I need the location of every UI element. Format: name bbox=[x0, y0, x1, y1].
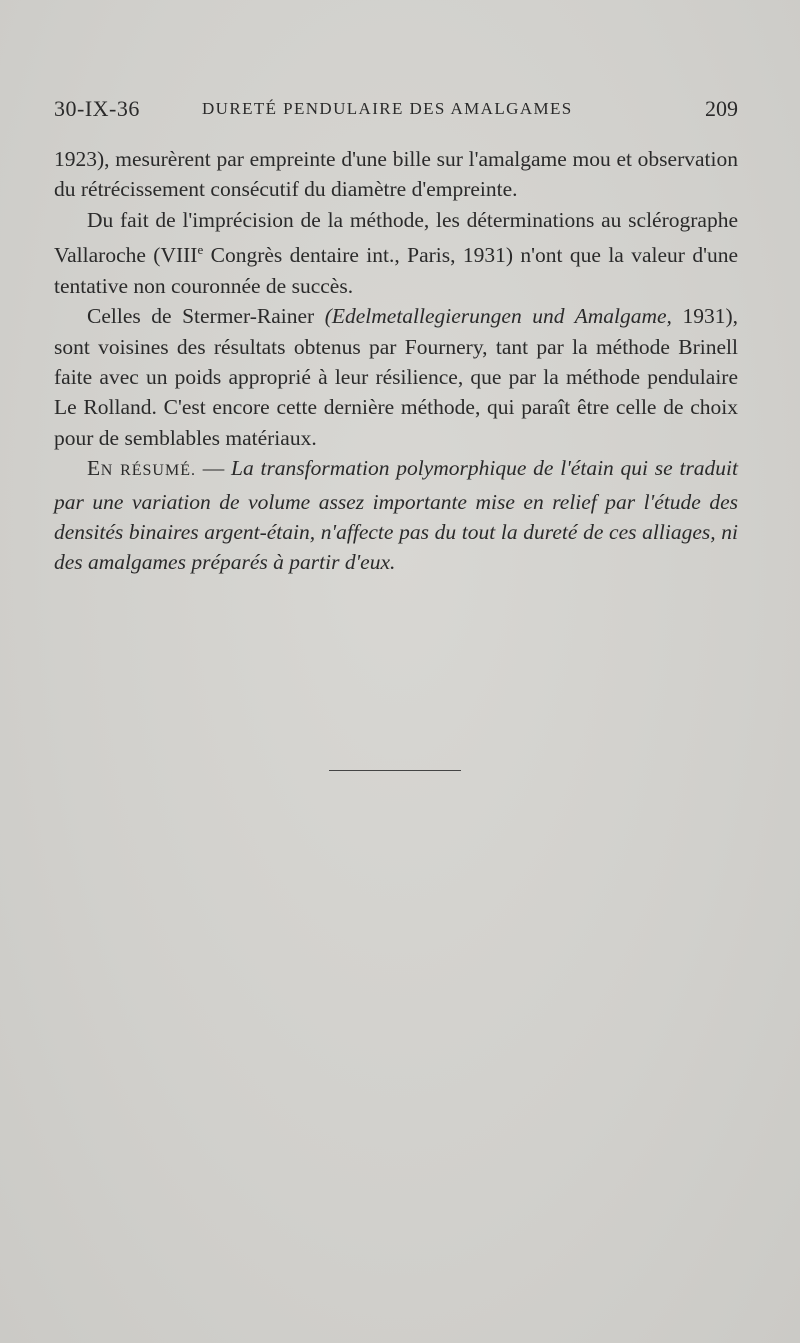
paragraph-3-italic-title: (Edelmetallegierungen und Amalgame, bbox=[324, 304, 672, 329]
paragraph-3-text-a: Celles de Stermer-Rainer bbox=[87, 304, 325, 329]
paragraph-sclerograph bbox=[54, 205, 738, 301]
paragraph-2-text-a: Du fait de l'imprécision de la méthode, les déterminations au sclérographe Vallaroche (VIII bbox=[54, 207, 738, 268]
paragraph-resume bbox=[54, 453, 738, 578]
paragraph-stermer-rainer bbox=[54, 301, 738, 453]
running-title: DURETÉ PENDULAIRE DES AMALGAMES bbox=[202, 99, 573, 118]
body-text bbox=[54, 144, 738, 578]
resume-text: La transformation polymorphique de l'étain qui se traduit par une variation de volume assez importante mise en relief par l'étude des densités binaires argent-étain, n'affecte pas du tout la dureté de ces alliages, ni des amalgames préparés à partir d'eux. bbox=[54, 456, 739, 575]
resume-label-word: RÉSUMÉ. bbox=[120, 462, 196, 480]
paragraph-3-text-b: 1931), sont voisines des résultats obtenus par Fournery, tant par la méthode Brinell faite avec un poids approprié à leur résilience, que par la méthode pendulaire Le Rolland. C'est encore cette dernière méthode, qui paraît être celle de choix pour de semblables matériaux. bbox=[54, 304, 738, 450]
section-divider bbox=[329, 770, 461, 771]
superscript-e: e bbox=[197, 242, 204, 258]
resume-label-initial: E bbox=[87, 456, 101, 481]
page-number: 209 bbox=[705, 96, 738, 121]
resume-dash: — bbox=[195, 456, 231, 481]
running-header bbox=[54, 96, 738, 126]
resume-label-rest: N bbox=[100, 462, 114, 480]
paragraph-continuation bbox=[54, 144, 738, 205]
date-folio: 30-IX-36 bbox=[54, 96, 140, 121]
paragraph-1-text: 1923), mesurèrent par empreinte d'une bille sur l'amalgame mou et observation du rétrécissement consécutif du diamètre d'empreinte. bbox=[54, 147, 738, 202]
paragraph-2-text-b: Congrès dentaire int., Paris, 1931) n'ont que la valeur d'une tentative non couronnée de succès. bbox=[54, 243, 738, 298]
